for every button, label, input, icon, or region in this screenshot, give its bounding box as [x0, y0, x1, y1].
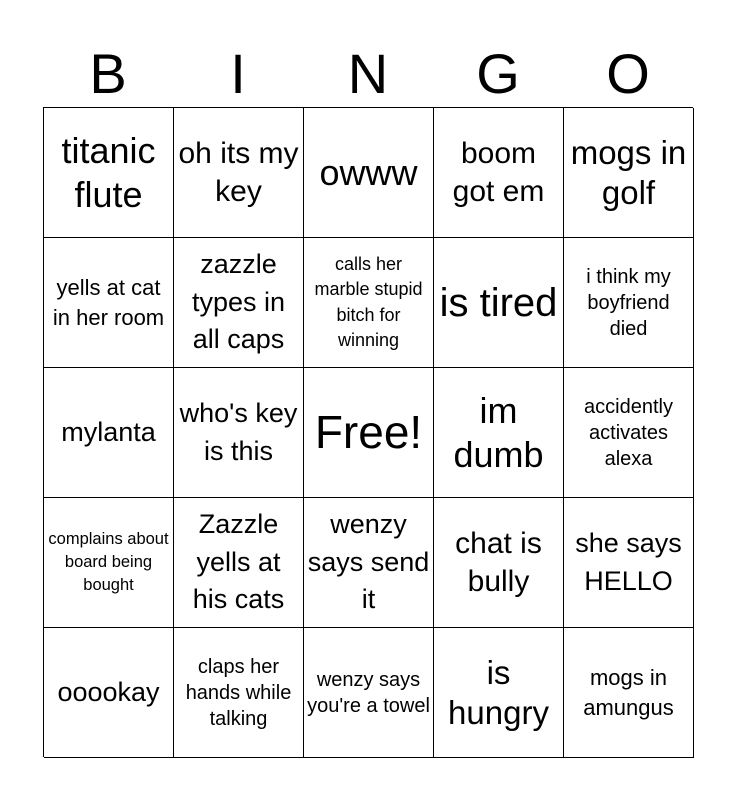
bingo-cell-r1c5[interactable]: mogs in golf [564, 108, 694, 238]
bingo-cell-r5c5[interactable]: mogs in amungus [564, 628, 694, 758]
header-letter-n: N [347, 42, 389, 105]
header-letter-b: B [89, 42, 127, 105]
bingo-cell-r2c1[interactable]: yells at cat in her room [44, 238, 174, 368]
bingo-cell-r5c4[interactable]: is hungry [434, 628, 564, 758]
bingo-cell-r1c1[interactable]: titanic flute [44, 108, 174, 238]
header-letter-g: G [476, 42, 520, 105]
bingo-cell-r3c1[interactable]: mylanta [44, 368, 174, 498]
bingo-cell-r1c2[interactable]: oh its my key [174, 108, 304, 238]
bingo-cell-r5c2[interactable]: claps her hands while talking [174, 628, 304, 758]
bingo-cell-r4c5[interactable]: she says HELLO [564, 498, 694, 628]
bingo-cell-r4c4[interactable]: chat is bully [434, 498, 564, 628]
bingo-cell-r5c1[interactable]: ooookay [44, 628, 174, 758]
bingo-cell-r2c3[interactable]: calls her marble stupid bitch for winning [304, 238, 434, 368]
bingo-cell-r2c2[interactable]: zazzle types in all caps [174, 238, 304, 368]
bingo-cell-r3c5[interactable]: accidently activates alexa [564, 368, 694, 498]
bingo-cell-r3c2[interactable]: who's key is this [174, 368, 304, 498]
bingo-cell-r1c4[interactable]: boom got em [434, 108, 564, 238]
header-letter-o: O [606, 42, 650, 105]
bingo-cell-r3c4[interactable]: im dumb [434, 368, 564, 498]
bingo-cell-r5c3[interactable]: wenzy says you're a towel [304, 628, 434, 758]
bingo-cell-r4c1[interactable]: complains about board being bought [44, 498, 174, 628]
bingo-grid [43, 107, 693, 757]
bingo-header [43, 40, 693, 108]
bingo-cell-r4c2[interactable]: Zazzle yells at his cats [174, 498, 304, 628]
header-letter-i: I [230, 42, 246, 105]
bingo-cell-free[interactable]: Free! [304, 368, 434, 498]
bingo-cell-r1c3[interactable]: owww [304, 108, 434, 238]
bingo-cell-r2c4[interactable]: is tired [434, 238, 564, 368]
bingo-cell-r2c5[interactable]: i think my boyfriend died [564, 238, 694, 368]
bingo-cell-r4c3[interactable]: wenzy says send it [304, 498, 434, 628]
